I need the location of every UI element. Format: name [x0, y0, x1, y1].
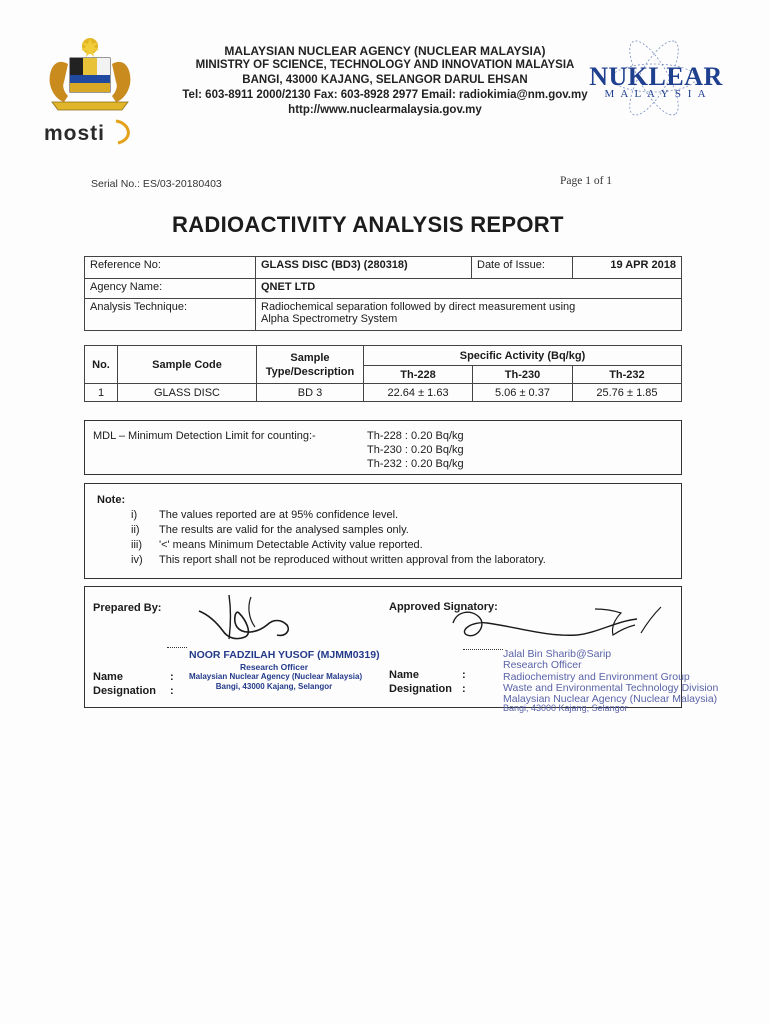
report-info-table	[84, 256, 682, 331]
reference-label: Reference No:	[85, 257, 256, 279]
isotope-header: Th-228	[364, 366, 473, 384]
approved-title: Research Officer	[503, 659, 582, 671]
col-code-header: Sample Code	[118, 346, 257, 384]
agency-address: BANGI, 43000 KAJANG, SELANGOR DARUL EHSAN	[242, 74, 528, 86]
agency-website: http://www.nuclearmalaysia.gov.my	[288, 104, 482, 116]
prepared-name-colon: :	[170, 671, 174, 683]
note-text: The results are valid for the analysed samples only.	[159, 524, 409, 536]
row-no: 1	[85, 384, 118, 402]
note-num: iii)	[131, 539, 142, 551]
approved-name-colon: :	[462, 669, 466, 681]
isotope-header: Th-230	[473, 366, 573, 384]
prepared-designation-colon: :	[170, 685, 174, 697]
page-number: Page 1 of 1	[560, 175, 613, 187]
note-title: Note:	[97, 494, 126, 506]
report-title: RADIOACTIVITY ANALYSIS REPORT	[172, 212, 564, 237]
results-table	[84, 345, 682, 402]
agency-contact: Tel: 603-8911 2000/2130 Fax: 603-8928 2977 Email: radiokimia@nm.gov.my	[182, 89, 588, 101]
mdl-label: MDL – Minimum Detection Limit for counting:-	[93, 430, 316, 442]
approved-name-label: Name	[389, 669, 419, 681]
prepared-signature	[193, 589, 303, 649]
approved-signature	[445, 603, 665, 651]
mosti-swoosh-icon	[112, 119, 142, 150]
prepared-name-label: Name	[93, 671, 123, 683]
technique-label: Analysis Technique:	[85, 299, 256, 331]
approved-dotted-line	[463, 649, 503, 650]
row-code: GLASS DISC	[118, 384, 257, 402]
row-th230: 5.06 ± 0.37	[473, 384, 573, 402]
prepared-stamp-addr: Bangi, 43000 Kajang, Selangor	[215, 682, 333, 691]
approved-div2: Waste and Environmental Technology Division	[503, 682, 719, 694]
approved-designation-colon: :	[462, 683, 466, 695]
signature-box	[84, 586, 719, 713]
approved-org: Malaysian Nuclear Agency (Nuclear Malaysia)	[503, 693, 718, 705]
mosti-logo: mosti	[44, 122, 106, 145]
note-num: iv)	[131, 554, 143, 566]
agency-label: Agency Name:	[85, 279, 256, 299]
approved-div1: Radiochemistry and Environment Group	[503, 671, 690, 683]
approved-name: Jalal Bin Sharib@Sarip	[503, 648, 612, 660]
prepared-designation-label: Designation	[93, 685, 156, 697]
mdl-th228: Th-228 : 0.20 Bq/kg	[367, 430, 464, 442]
prepared-stamp-title: Research Officer	[239, 662, 309, 672]
reference-value: GLASS DISC (BD3) (280318)	[256, 257, 472, 279]
col-type-header: Sample Type/Description	[257, 346, 364, 384]
ministry-name: MINISTRY OF SCIENCE, TECHNOLOGY AND INNOVATION MALAYSIA	[195, 59, 575, 71]
col-no-header: No.	[85, 346, 118, 384]
note-text: The values reported are at 95% confidence level.	[159, 509, 399, 521]
prepared-dotted-line	[167, 647, 187, 648]
agency-value: QNET LTD	[256, 279, 682, 299]
approved-addr: Bangi, 43000 Kajang, Selangor	[503, 703, 628, 713]
approved-signatory-label: Approved Signatory:	[389, 601, 498, 613]
prepared-stamp-org: Malaysian Nuclear Agency (Nuclear Malaysia)	[189, 672, 363, 681]
row-th232: 25.76 ± 1.85	[572, 384, 681, 402]
isotope-header: Th-232	[572, 366, 681, 384]
nuklear-malaysia-logo: NUKLEAR M A L A Y S I A	[586, 46, 726, 116]
approved-designation-label: Designation	[389, 683, 452, 695]
row-type: BD 3	[257, 384, 364, 402]
col-activity-header: Specific Activity (Bq/kg)	[364, 346, 682, 366]
mdl-th230: Th-230 : 0.20 Bq/kg	[367, 444, 464, 456]
note-text: '<' means Minimum Detectable Activity value reported.	[159, 539, 423, 551]
prepared-stamp-name: NOOR FADZILAH YUSOF (MJMM0319)	[189, 649, 380, 661]
mdl-box	[84, 420, 682, 475]
date-value: 19 APR 2018	[573, 257, 682, 279]
note-text: This report shall not be reproduced without written approval from the laboratory.	[159, 554, 546, 566]
note-num: ii)	[131, 524, 140, 536]
agency-name: MALAYSIAN NUCLEAR AGENCY (NUCLEAR MALAYSIA)	[224, 44, 546, 58]
note-num: i)	[131, 509, 138, 521]
serial-number: Serial No.: ES/03-20180403	[91, 178, 222, 190]
mdl-th232: Th-232 : 0.20 Bq/kg	[367, 458, 464, 470]
note-box	[84, 483, 682, 579]
date-label: Date of Issue:	[472, 257, 573, 279]
row-th228: 22.64 ± 1.63	[364, 384, 473, 402]
technique-value: Radiochemical separation followed by direct measurement using Alpha Spectrometry System	[256, 299, 682, 331]
prepared-by-label: Prepared By:	[93, 602, 162, 614]
table-row	[85, 384, 682, 402]
